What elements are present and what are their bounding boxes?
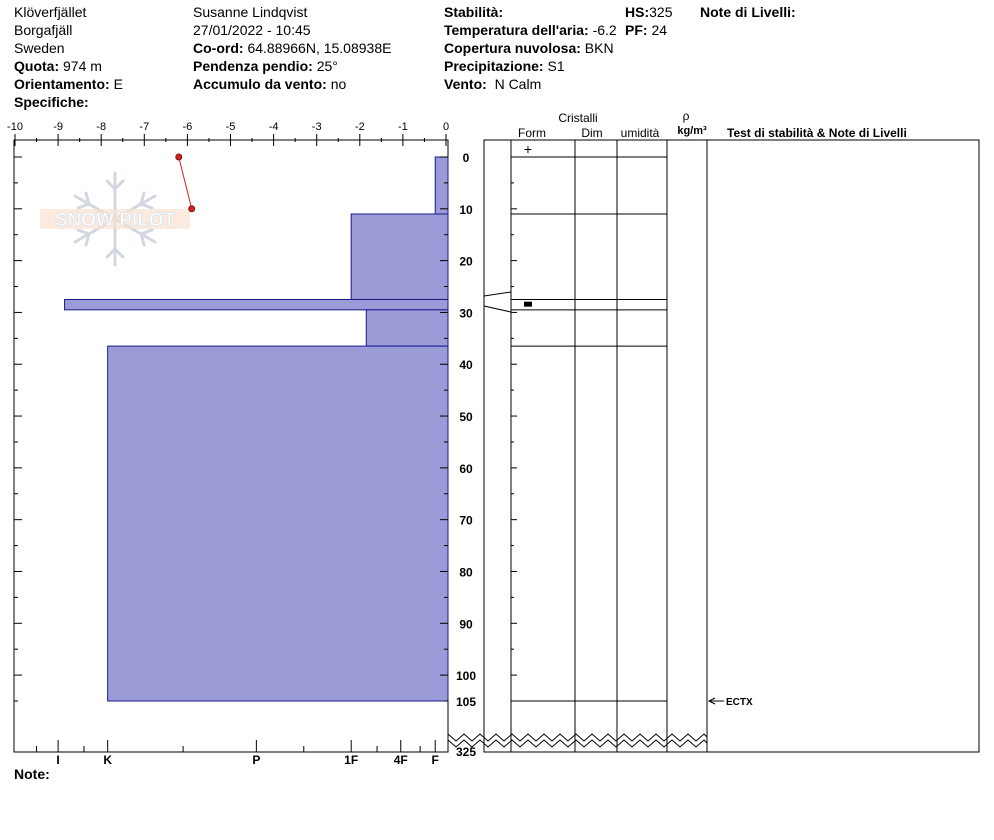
stability-test-label: ECTX — [726, 697, 753, 708]
depth-tick-label: 80 — [459, 565, 473, 580]
depth-tick-label: 40 — [459, 358, 473, 373]
aspect-value: E — [113, 76, 123, 92]
region-name: Borgafjäll — [14, 22, 73, 38]
depth-tick-label: 60 — [459, 461, 473, 476]
temperature-point — [189, 206, 195, 212]
hs-label: HS: — [625, 4, 650, 20]
depth-tick-label: 30 — [459, 306, 473, 321]
temperature-line — [179, 157, 192, 209]
stability-tests — [709, 697, 753, 708]
hardness-tick-label: I — [56, 753, 60, 767]
hardness-bar — [351, 214, 448, 299]
form-header: Form — [518, 126, 546, 140]
precip-value: S1 — [547, 58, 565, 74]
temperature-profile — [176, 154, 195, 212]
depth-tick-label: 10 — [459, 202, 473, 217]
hardness-bars — [65, 157, 448, 701]
moisture-header: umidità — [620, 126, 660, 140]
country-name: Sweden — [14, 40, 65, 56]
table-frame — [484, 140, 979, 752]
layer-connector — [484, 306, 511, 312]
air-temp-value: -6.2 — [592, 22, 617, 38]
size-header: Dim — [581, 126, 603, 140]
notes-label: Note: — [14, 766, 50, 782]
hardness-tick-label: F — [431, 753, 439, 767]
table-ticks — [511, 157, 517, 701]
depth-tick-label: 20 — [459, 254, 473, 269]
depth-break-zigzag-2 — [448, 740, 707, 747]
observer-name: Susanne Lindqvist — [193, 4, 308, 20]
temp-tick-label: -8 — [96, 121, 107, 133]
hardness-tick-label: 4F — [393, 753, 408, 767]
crystal-table — [448, 109, 979, 752]
temp-tick-label: 0 — [442, 121, 450, 133]
temp-tick-label: -5 — [225, 121, 236, 133]
hardness-tick-label: K — [103, 753, 113, 767]
temp-tick-label: -7 — [139, 121, 150, 133]
temp-tick-label: -4 — [268, 121, 279, 133]
elevation-label: Quota: — [14, 58, 60, 74]
pf-label: PF: — [625, 22, 648, 38]
depth-tick-label: 90 — [459, 617, 473, 632]
depth-tick-label: 50 — [459, 410, 473, 425]
slope-label: Pendenza pendio: — [193, 58, 313, 74]
hardness-tick-label: 1F — [344, 753, 359, 767]
watermark-text: SNOW PILOT — [54, 210, 176, 231]
hardness-bar — [366, 310, 448, 346]
temp-tick-label: -2 — [354, 121, 365, 133]
stability-notes-header: Test di stabilità & Note di Livelli — [727, 126, 907, 140]
aspect-label: Orientamento: — [14, 76, 110, 92]
coord-label: Co-ord: — [193, 40, 244, 56]
wind-loading-value: no — [330, 76, 347, 92]
elevation-value: 974 m — [63, 58, 102, 74]
cloud-value: BKN — [584, 40, 614, 56]
depth-tick-label: 105 — [455, 695, 477, 709]
observation-datetime: 27/01/2022 - 10:45 — [193, 22, 311, 38]
layer-notes-label: Note di Livelli: — [700, 4, 796, 20]
depth-break-zigzag-1 — [448, 734, 707, 741]
air-temp-label: Temperatura dell'aria: — [444, 22, 589, 38]
temp-tick-label: -9 — [53, 121, 63, 133]
cloud-label: Copertura nuvolosa: — [444, 40, 581, 56]
location-name: Klöverfjället — [14, 4, 87, 20]
slope-value: 25° — [316, 58, 338, 74]
coord-value: 64.88966N, 15.08938E — [247, 40, 392, 56]
density-unit-header: kg/m³ — [677, 125, 707, 137]
hardness-tick-label: P — [252, 753, 261, 767]
snowpilot-watermark — [40, 173, 190, 265]
temp-tick-label: -1 — [398, 121, 408, 133]
depth-tick-label: 100 — [455, 669, 477, 684]
specifics-label: Specifiche: — [14, 94, 89, 110]
hardness-bar — [108, 346, 448, 701]
crystals-header: Cristalli — [558, 111, 598, 125]
grain-form-symbol — [524, 302, 532, 307]
temperature-axis — [7, 121, 449, 146]
pf-value: 24 — [651, 22, 668, 38]
hardness-bar — [65, 299, 448, 309]
temperature-point — [176, 154, 182, 160]
stability-label: Stabilità: — [444, 4, 504, 20]
grain-form-symbol: + — [523, 141, 533, 158]
layer-connector — [484, 292, 511, 296]
hardness-axis — [37, 740, 439, 767]
hardness-bar — [435, 157, 448, 214]
rho-header: ρ — [682, 109, 690, 123]
temp-tick-label: -6 — [182, 121, 193, 133]
depth-tick-label: 70 — [459, 513, 473, 528]
temp-tick-label: -10 — [7, 121, 23, 133]
grain-symbols — [524, 141, 532, 306]
temp-tick-label: -3 — [311, 121, 322, 133]
wind-label: Vento: — [444, 76, 487, 92]
depth-bottom-label: 325 — [455, 745, 477, 759]
wind-loading-label: Accumulo da vento: — [193, 76, 327, 92]
wind-value: N Calm — [494, 76, 542, 92]
precip-label: Precipitazione: — [444, 58, 544, 74]
depth-tick-label: 0 — [462, 151, 470, 165]
hs-value: 325 — [649, 4, 673, 20]
